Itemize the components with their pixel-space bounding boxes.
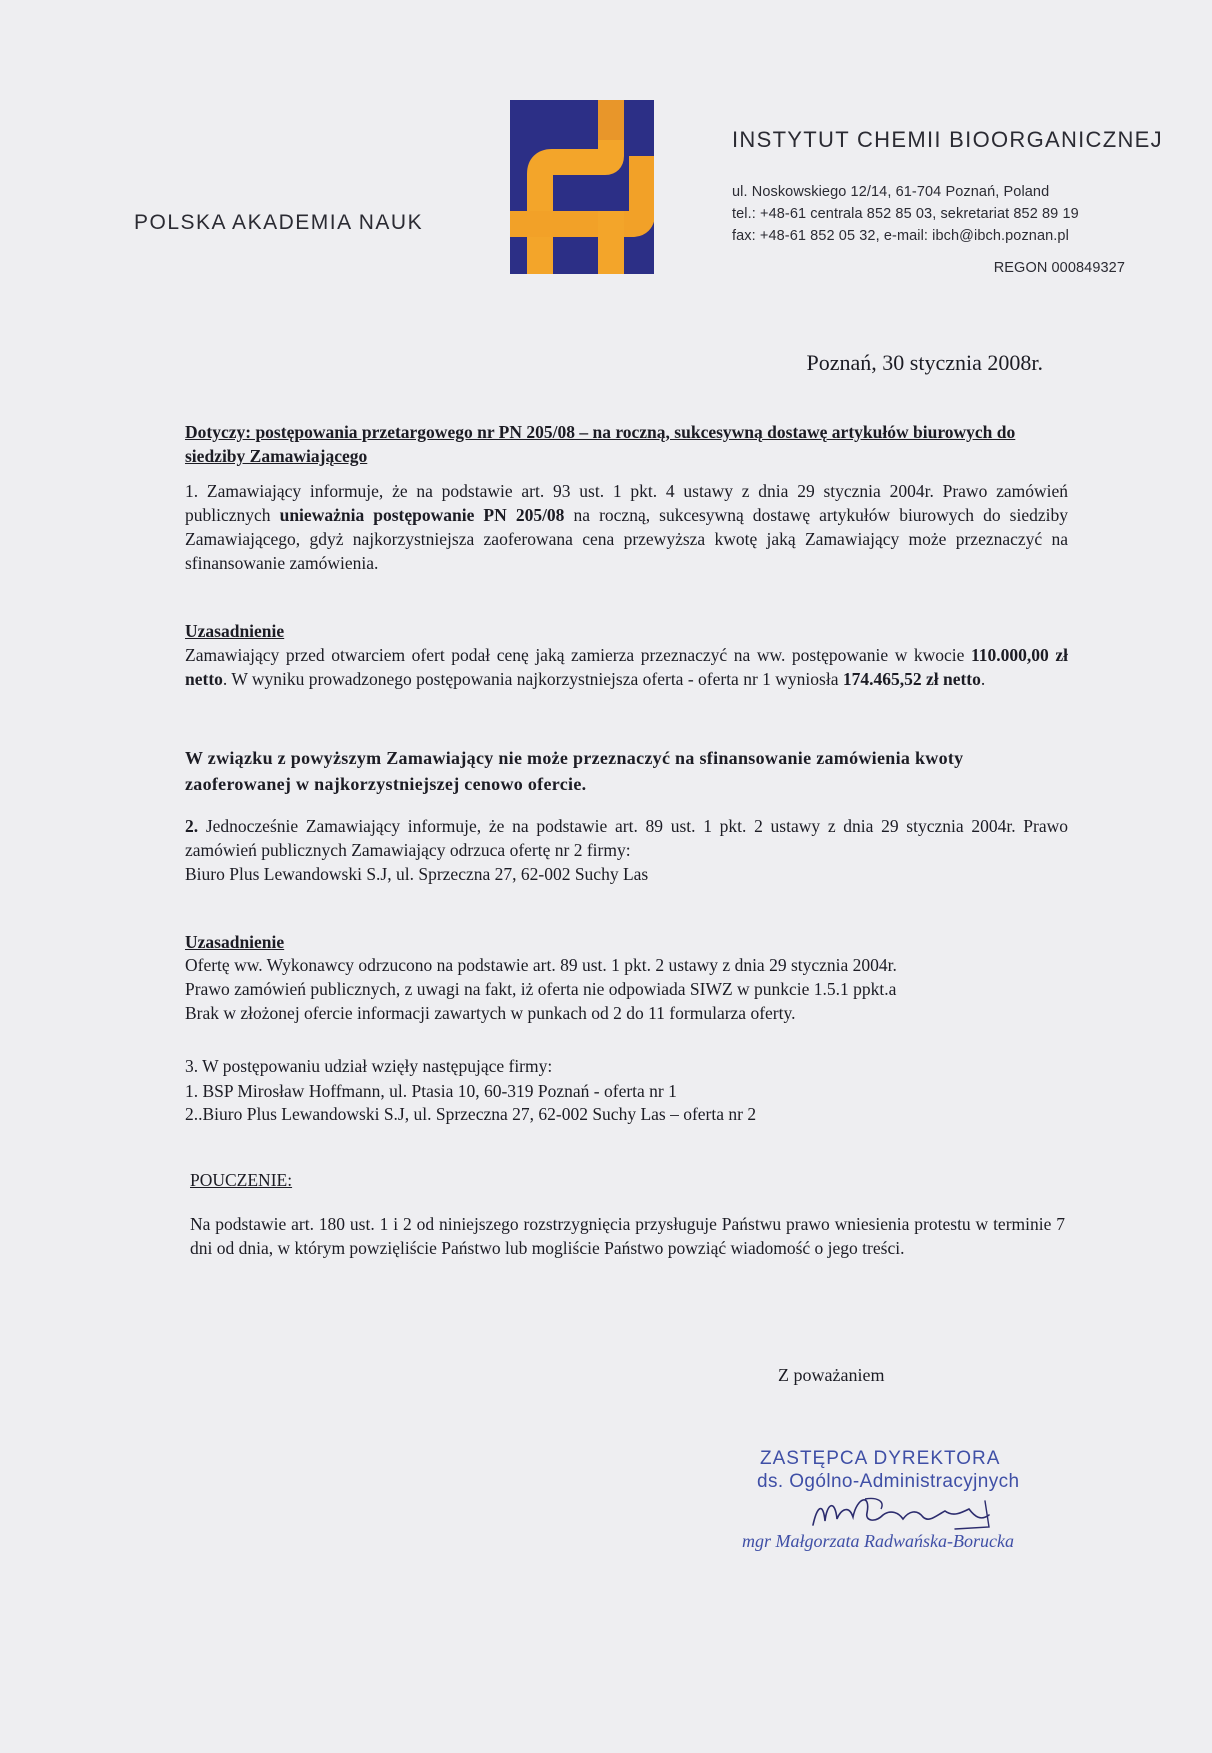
paragraph-2: 2. Jednocześnie Zamawiający informuje, że na podstawie art. 89 ust. 1 pkt. 2 ustawy z dnia 29 stycznia 2004r. Prawo zamówień publicznych Zamawiający odrzuca ofertę nr 2 firmy: Biuro Plus Lewandowski S.J, ul. Sprzeczna 27, 62-002 Suchy Las [185, 816, 1068, 884]
paragraph-1: 1. Zamawiający informuje, że na podstawie art. 93 ust. 1 pkt. 4 ustawy z dnia 29 stycznia 2004r. Prawo zamówień publicznych unieważnia postępowanie PN 205/08 na roczną, sukcesywną dostawę artykułów biurowych do siedziby Zamawiającego, gdyż najkorzystniejsza zaoferowana cena przewyższa kwotę jaką Zamawiający może przeznaczyć na sfinansowanie zamówienia. [185, 481, 1068, 573]
stamp-title: ZASTĘPCA DYREKTORA [760, 1448, 1001, 1469]
instruction-heading: POUCZENIE: [190, 1170, 293, 1190]
paragraph-3 [185, 1055, 1068, 1126]
institute-name: INSTYTUT CHEMII BIOORGANICZNEJ [732, 127, 1163, 152]
institute-phone: tel.: +48-61 centrala 852 85 03, sekretariat 852 89 19 [732, 206, 1079, 222]
justification-1: Zamawiający przed otwarciem ofert podał cenę jaką zamierza przeznaczyć na ww. postępowanie w kwocie 110.000,00 zł netto. W wyniku prowadzonego postępowania najkorzystniejsza oferta - oferta nr 1 wyniosła 174.465,52 zł netto. [185, 645, 1068, 689]
participant-2: 2..Biuro Plus Lewandowski S.J, ul. Sprzeczna 27, 62-002 Suchy Las – oferta nr 2 [185, 1104, 757, 1124]
letter-subject: Dotyczy: postępowania przetargowego nr PN 205/08 – na roczną, sukcesywną dostawę artykułów biurowych do siedziby Zamawiającego [185, 422, 1016, 466]
participant-1: 1. BSP Mirosław Hoffmann, ul. Ptasia 10, 60-319 Poznań - oferta nr 1 [185, 1081, 677, 1101]
participants-intro: 3. W postępowaniu udział wzięły następujące firmy: [185, 1056, 553, 1076]
institute-regon: REGON 000849327 [993, 260, 1125, 276]
institute-fax-email: fax: +48-61 852 05 32, e-mail: ibch@ibch.poznan.pl [732, 228, 1069, 244]
ibch-logo-icon [510, 100, 654, 274]
signer-name: mgr Małgorzata Radwańska-Borucka [742, 1531, 1014, 1551]
academy-name: POLSKA AKADEMIA NAUK [134, 211, 424, 234]
justification-2: Ofertę ww. Wykonawcy odrzucono na podstawie art. 89 ust. 1 pkt. 2 ustawy z dnia 29 stycznia 2004r. Prawo zamówień publicznych, z uwagi na fakt, iż oferta nie odpowiada SIWZ w punkcie 1.5.1 ppkt.a Brak w złożonej ofercie informacji zawartych w punkach od 2 do 11 formularza oferty. [185, 955, 897, 1023]
rejected-firm: Biuro Plus Lewandowski S.J, ul. Sprzeczna 27, 62-002 Suchy Las [185, 864, 649, 884]
justification-heading-1: Uzasadnienie [185, 621, 285, 641]
closing-phrase: Z poważaniem [778, 1365, 885, 1385]
institute-address: ul. Noskowskiego 12/14, 61-704 Poznań, Poland [732, 184, 1050, 200]
justification-heading-2: Uzasadnienie [185, 932, 285, 952]
letter-date: Poznań, 30 stycznia 2008r. [806, 350, 1043, 375]
stamp-department: ds. Ogólno-Administracyjnych [757, 1471, 1020, 1492]
bold-statement: W związku z powyższym Zamawiający nie może przeznaczyć na sfinansowanie zamówienia kwoty zaoferowanej w najkorzystniejszej cenowo ofercie. [185, 748, 964, 794]
instruction-text: Na podstawie art. 180 ust. 1 i 2 od niniejszego rozstrzygnięcia przysługuje Państwu prawo wniesienia protestu w terminie 7 dni od dnia, w którym powzięliście Państwo lub mogliście Państwo powziąć wiadomość o jego treści. [190, 1214, 1065, 1258]
